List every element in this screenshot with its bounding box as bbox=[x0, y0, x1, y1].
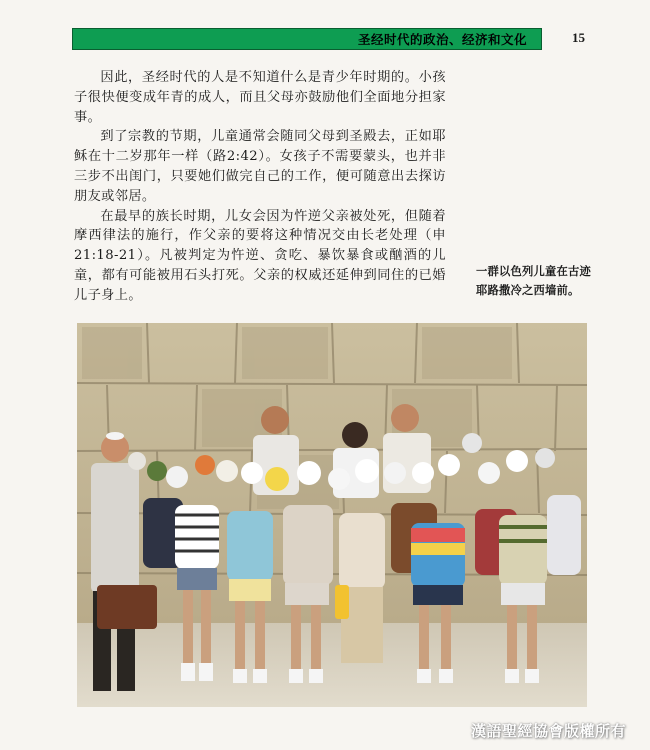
paragraph-3: 在最早的族长时期，儿女会因为忤逆父亲被处死，但随着摩西律法的施行，作父亲的要将这种情况交由长老处理（申21:18-21）。凡被判定为忤逆、贪吃、暴饮暴食或酗酒的儿童，都有可能被用石头打死。父亲的权威还延伸到同住的已婚儿子身上。 bbox=[74, 208, 446, 303]
paragraph-2: 到了宗教的节期，儿童通常会随同父母到圣殿去，正如耶稣在十二岁那年一样（路2:42）。女孩子不需要蒙头，也并非三步不出闺门，只要她们做完自己的工作，便可随意出去探访朋友或邻居。 bbox=[74, 129, 446, 204]
photo-children-western-wall bbox=[77, 323, 587, 707]
photo-caption: 一群以色列儿童在古迹耶路撒冷之西墙前。 bbox=[476, 265, 591, 297]
chapter-title: 圣经时代的政治、经济和文化 bbox=[357, 32, 527, 47]
body-text bbox=[74, 68, 446, 306]
photo-illustration bbox=[77, 323, 587, 707]
page-number: 15 bbox=[572, 30, 585, 45]
paragraph-1: 因此，圣经时代的人是不知道什么是青少年时期的。小孩子很快便变成年青的成人，而且父母亦鼓励他们全面地分担家事。 bbox=[74, 70, 446, 125]
copyright-watermark: 漢語聖經協會版權所有 bbox=[470, 722, 626, 740]
header-bar bbox=[72, 28, 542, 50]
